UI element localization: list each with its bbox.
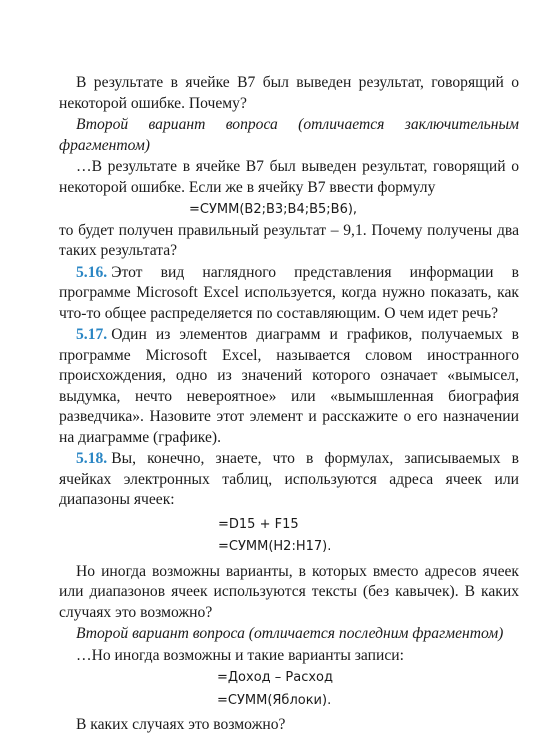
formula-text: =СУММ(H2:H17). — [218, 539, 332, 554]
question-number: 5.16. — [76, 263, 108, 281]
paragraph-other-variants: …Но иногда возможны и такие варианты записи: — [76, 646, 404, 664]
variant-note: Второй вариант вопроса (отличается заключительным фрагментом) — [59, 116, 519, 154]
formula-line — [59, 535, 519, 558]
question-5-16 — [59, 263, 519, 325]
question-text: Вы, конечно, знаете, что в формулах, записываемых в ячейках электронных таблиц, используются адреса ячеек или диапазоны ячеек: — [59, 450, 519, 508]
formula-text: =СУММ(B2;B3;B4;B5;B6), — [189, 202, 358, 217]
paragraph-error-question: В результате в ячейке B7 был выведен результат, говорящий о некоторой ошибке. Почему? — [59, 74, 519, 112]
formula-text: =D15 + F15 — [218, 516, 299, 532]
formula-line — [59, 513, 519, 536]
paragraph-final-question: В каких случаях это возможно? — [76, 716, 286, 733]
formula-text: =СУММ(Яблоки). — [217, 692, 332, 708]
formula-line — [59, 666, 519, 689]
question-5-18 — [59, 449, 519, 511]
question-number: 5.18. — [76, 450, 108, 467]
question-text: Этот вид наглядного представления информации в программе Microsoft Excel используется, когда нужно показать, как что-то общее распределяется по составляющим. О чем идет речь? — [59, 263, 519, 322]
paragraph-text-instead-of-address: Но иногда возможны варианты, в которых вместо адресов ячеек или диапазонов ячеек используются тексты (без кавычек). В каких случаях это возможно? — [59, 562, 519, 621]
question-5-17 — [59, 325, 519, 448]
variant-note: Второй вариант вопроса (отличается последним фрагментом) — [76, 625, 504, 642]
formula-text: =Доход – Расход — [217, 670, 333, 685]
question-number: 5.17. — [76, 326, 108, 343]
question-text: Один из элементов диаграмм и графиков, получаемых в программе Microsoft Excel, называется словом иностранного происхождения, одно из значений которого означает «вымысел, выдумка, нечто невероятное» или «вымышленная биография разведчика». Назовите этот элемент и расскажите о его назначении на диаграмме (графике). — [59, 326, 519, 446]
paragraph-formula-intro: …В результате в ячейке B7 был выведен результат, говорящий о некоторой ошибке. Если же в ячейку B7 ввести формулу — [59, 158, 519, 196]
formula-line — [59, 198, 519, 221]
paragraph-result: то будет получен правильный результат – 9,1. Почему получены два таких результата? — [59, 221, 519, 259]
formula-line — [59, 689, 519, 712]
